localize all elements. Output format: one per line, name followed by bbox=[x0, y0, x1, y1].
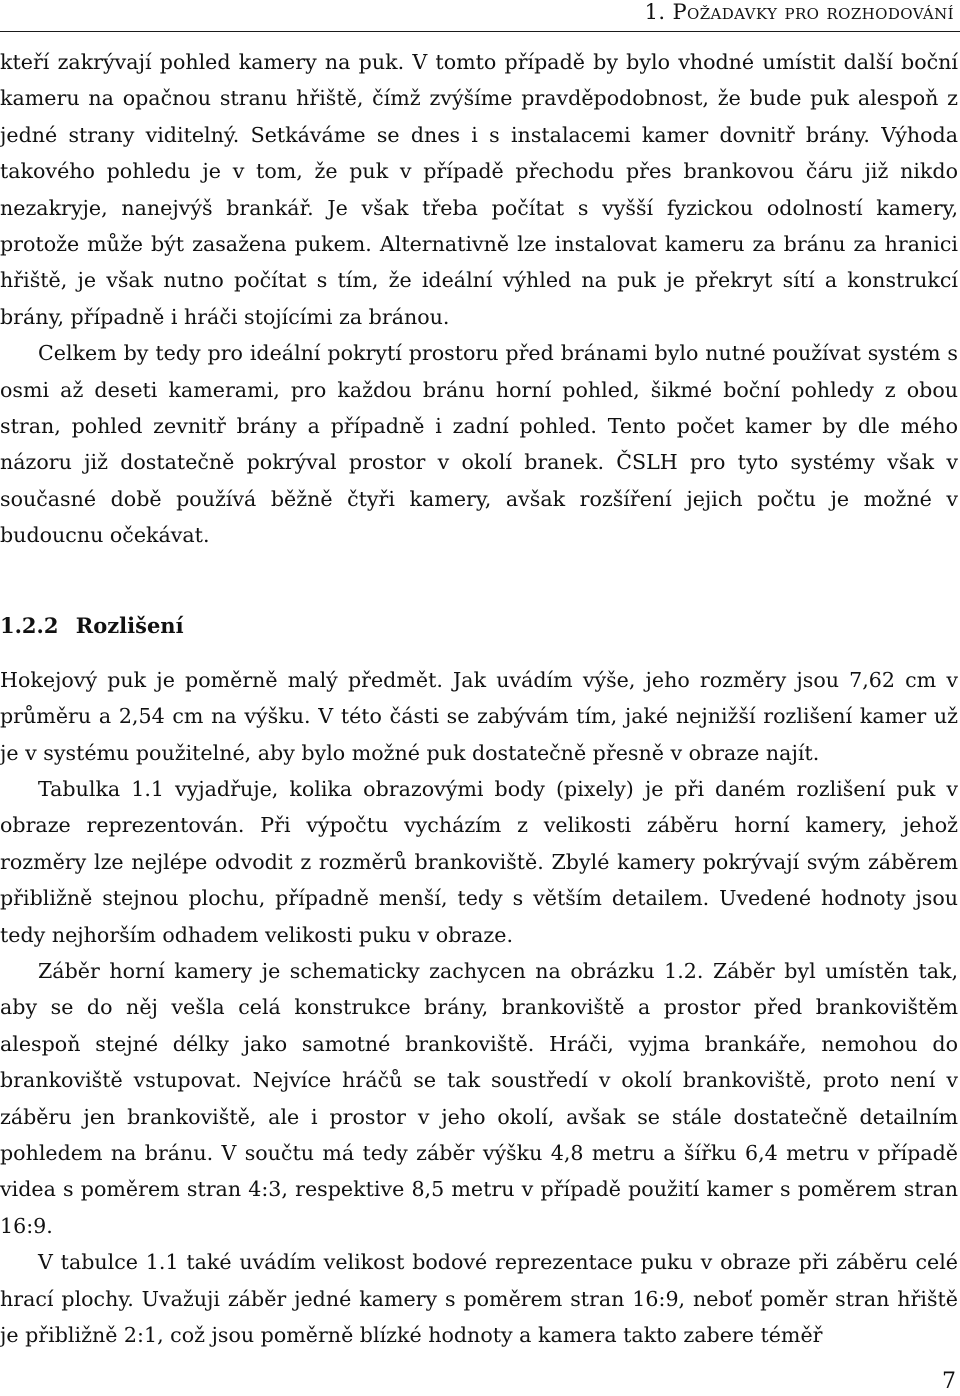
paragraph: Tabulka 1.1 vyjadřuje, kolika obrazovými body (pixely) je při daném rozlišení puk v obraze reprezentován. Při výpočtu vycházím z velikosti záběru horní kamery, jehož rozměry lze nejlépe odvodit z rozměrů brankoviště. Zbylé kamery pokrývají svým záběrem přibližně stejnou plochu, případně menší, tedy s větším detailem. Uvedené hodnoty jsou tedy nejhorším odhadem velikosti puku v obraze. bbox=[0, 776, 958, 947]
paragraph: Celkem by tedy pro ideální pokrytí prostoru před bránami bylo nutné používat systém s osmi až deseti kamerami, pro každou bránu horní pohled, šikmé boční pohledy z obou stran, pohled zevnitř brány a případně i zadní pohled. Tento počet kamer by dle mého názoru již dostatečně pokrýval prostor v okolí branek. ČSLH pro tyto systémy však v současné době používá běžně čtyři kamery, avšak rozšíření jejich počtu je možné v budoucnu očekávat. bbox=[0, 341, 958, 548]
paragraph: Záběr horní kamery je schematicky zachycen na obrázku 1.2. Záběr byl umístěn tak, aby se do něj vešla celá konstrukce brány, brankoviště a prostor před brankovištěm alespoň stejné délky jako samotné brankoviště. Hráči, vyjma brankáře, nemohou do brankoviště vstupovat. Nejvíce hráčů se tak soustředí v okolí brankoviště, proto není v záběru jen brankoviště, ale i prostor v jeho okolí, avšak se stále dostatečně detailním pohledem na bránu. V součtu má tedy záběr výšku 4,8 metru a šířku 6,4 metru v případě videa s poměrem stran 4:3, respektive 8,5 metru v případě použití kamer s poměrem stran 16:9. bbox=[0, 958, 958, 1238]
paragraph: Hokejový puk je poměrně malý předmět. Jak uvádím výše, jeho rozměry jsou 7,62 cm v průměru a 2,54 cm na výšku. V této části se zabývám tím, jaké nejnižší rozlišení kamer už je v systému použitelné, aby bylo možné puk dostatečně přesně v obraze najít. bbox=[0, 667, 958, 765]
section-number: 1.2.2 bbox=[0, 612, 59, 638]
running-header: 1. Požadavky pro rozhodování bbox=[644, 0, 954, 24]
paragraph: kteří zakrývají pohled kamery na puk. V tomto případě by bylo vhodné umístit další boční kameru na opačnou stranu hřiště, čímž zvýšíme pravděpodobnost, že bude puk alespoň z jedné strany viditelný. Setkáváme se dnes i s instalacemi kamer dovnitř brány. Výhoda takového pohledu je v tom, že puk v případě přechodu přes brankovou čáru již nikdo nezakryje, nanejvýš brankář. Je však třeba počítat s vyšší fyzickou odolností kamery, protože může být zasažena pukem. Alternativně lze instalovat kameru za bránu za hranici hřiště, je však nutno počítat s tím, že ideální výhled na puk je překryt sítí a konstrukcí brány, případně i hráči stojícími za bránou. bbox=[0, 50, 958, 329]
paragraph: V tabulce 1.1 také uvádím velikost bodové reprezentace puku v obraze při záběru celé hrací plochy. Uvažuji záběr jedné kamery s poměrem stran 16:9, neboť poměr stran hřiště je přibližně 2:1, což jsou poměrně blízké hodnoty a kamera takto zabere téměř bbox=[0, 1250, 958, 1347]
body-text bbox=[0, 44, 958, 1353]
header-rule bbox=[0, 31, 960, 32]
section-title: Rozlišení bbox=[75, 612, 184, 638]
page-number: 7 bbox=[942, 1369, 956, 1394]
section-heading bbox=[0, 608, 958, 644]
